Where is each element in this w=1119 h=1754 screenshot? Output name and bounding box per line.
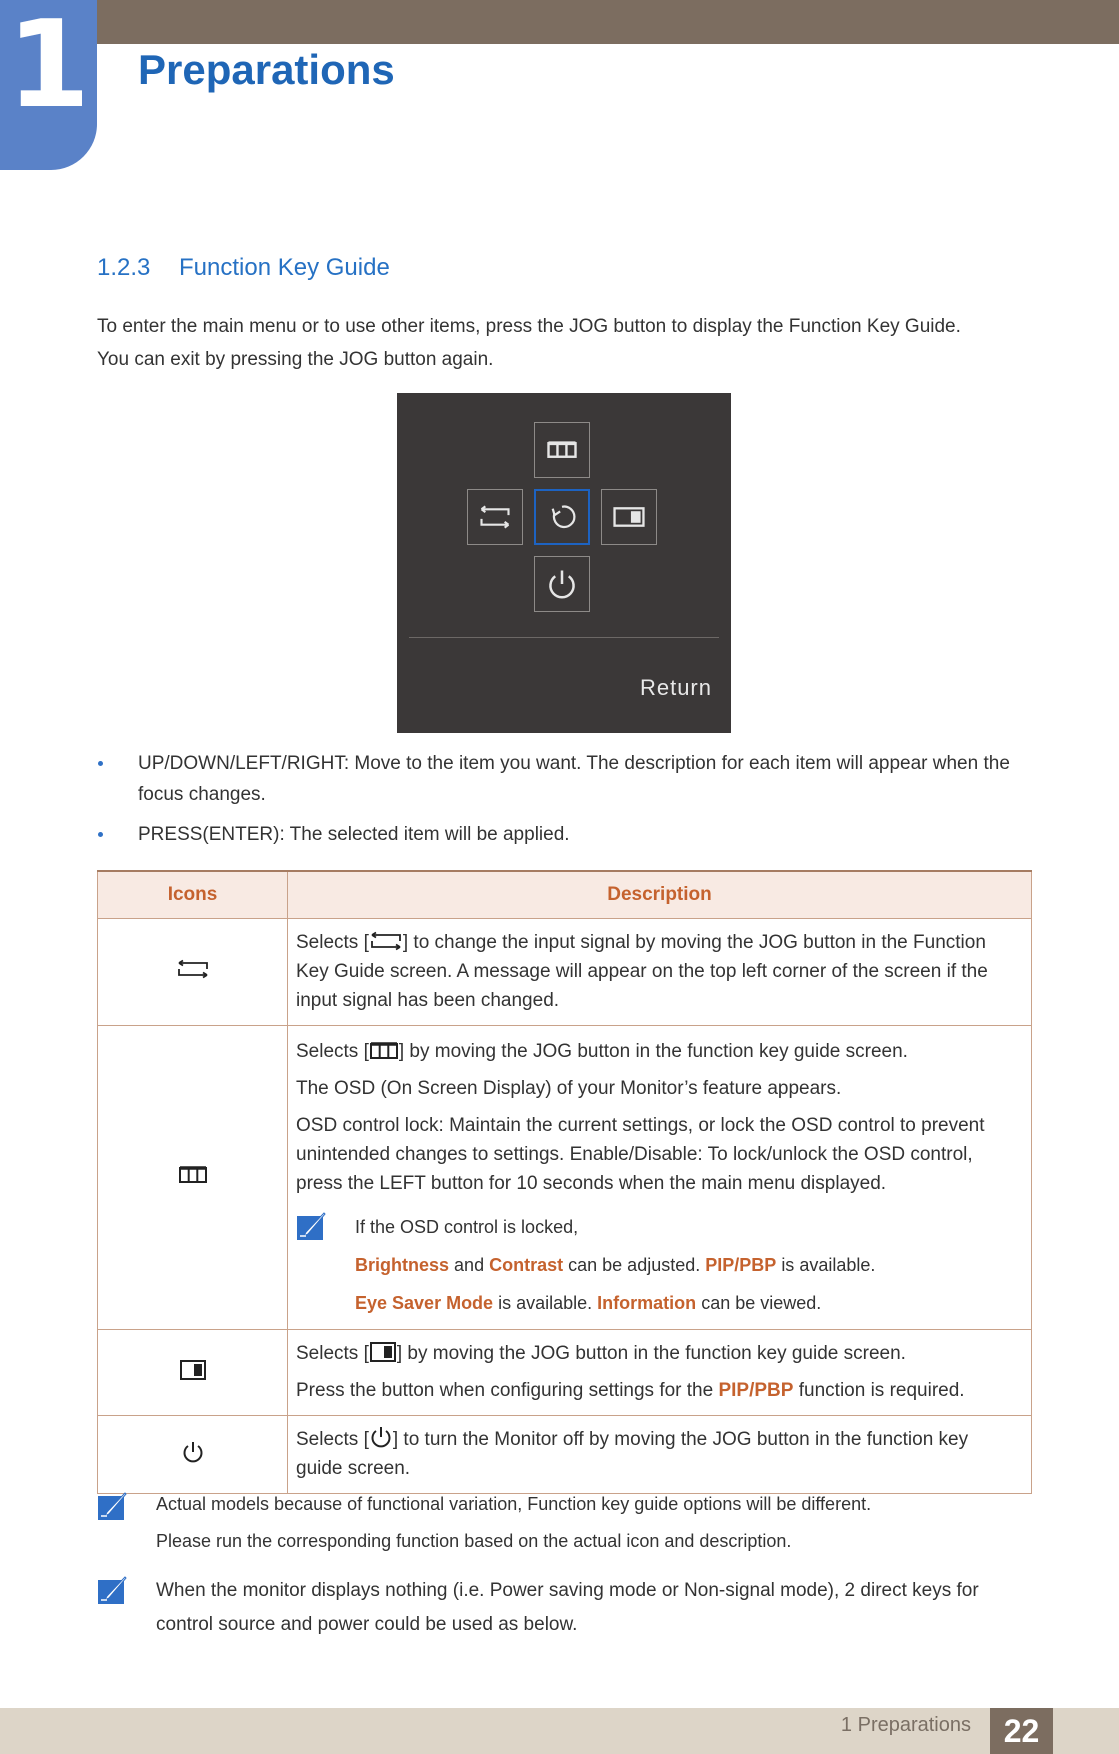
source-icon bbox=[369, 930, 403, 952]
function-key-guide-screen bbox=[397, 393, 731, 733]
pip-line2-post: function is required. bbox=[798, 1380, 965, 1401]
description-cell bbox=[288, 1330, 1032, 1416]
note-direct-keys bbox=[97, 1574, 1037, 1642]
description-cell bbox=[288, 1026, 1032, 1330]
is-available-text-2: is available. bbox=[498, 1292, 593, 1313]
bullet-text-2: PRESS(ENTER): The selected item will be applied. bbox=[138, 824, 570, 845]
description-header: Description bbox=[288, 871, 1032, 919]
section-title-text: Function Key Guide bbox=[179, 254, 390, 281]
can-adjust-text: can be adjusted. bbox=[568, 1254, 701, 1275]
power-icon bbox=[369, 1425, 393, 1449]
menu-desc-pre: Selects [ bbox=[296, 1040, 369, 1062]
return-icon[interactable] bbox=[534, 489, 590, 545]
note-line-1: If the OSD control is locked, bbox=[355, 1216, 579, 1237]
icons-header: Icons bbox=[98, 871, 288, 919]
osd-lock-note bbox=[296, 1212, 1019, 1318]
menu-desc-post: ] by moving the JOG button in the function key guide screen. bbox=[398, 1040, 908, 1062]
pip-pbp-term: PIP/PBP bbox=[705, 1254, 777, 1275]
table-row bbox=[98, 1026, 1032, 1330]
menu-icon bbox=[178, 1165, 208, 1185]
brightness-term: Brightness bbox=[355, 1254, 450, 1275]
description-cell bbox=[288, 1416, 1032, 1494]
power-desc-post: ] to turn the Monitor off by moving the JOG button in the function key guide screen. bbox=[296, 1429, 969, 1479]
power-desc-pre: Selects [ bbox=[296, 1429, 369, 1450]
page-number: 22 bbox=[990, 1708, 1053, 1754]
bullet-list bbox=[97, 748, 1037, 859]
note2-text: When the monitor displays nothing (i.e. Power saving mode or Non-signal mode), 2 direct keys for control source and power could be used as below. bbox=[156, 1580, 979, 1635]
source-desc-pre: Selects [ bbox=[296, 932, 369, 953]
chapter-number: 1 bbox=[6, 0, 91, 135]
section-title bbox=[97, 254, 390, 282]
and-text: and bbox=[454, 1254, 485, 1275]
chapter-title: Preparations bbox=[138, 46, 395, 93]
menu-desc-line-2: The OSD (On Screen Display) of your Monitor’s feature appears. bbox=[296, 1077, 842, 1099]
menu-icon[interactable] bbox=[534, 422, 590, 478]
is-available-text: is available. bbox=[781, 1254, 876, 1275]
pip-desc-line-2 bbox=[296, 1376, 1019, 1405]
note-line-2 bbox=[355, 1250, 1019, 1280]
note-models bbox=[97, 1490, 1037, 1556]
pip-icon bbox=[369, 1341, 397, 1363]
menu-icon bbox=[369, 1041, 399, 1061]
osd-divider bbox=[409, 637, 719, 638]
intro-text bbox=[97, 310, 1037, 376]
icon-cell bbox=[98, 1330, 288, 1416]
note-icon bbox=[97, 1492, 127, 1522]
pip-icon bbox=[179, 1359, 207, 1381]
menu-desc-line-3: OSD control lock: Maintain the current settings, or lock the OSD control to prevent unintended changes to settings. Enable/Disable: To lock/unlock the OSD control, press the LEFT button for 10 seconds when the main menu displayed. bbox=[296, 1114, 985, 1194]
pip-desc-line-1 bbox=[296, 1339, 1019, 1368]
pip-icon[interactable] bbox=[601, 489, 657, 545]
eye-saver-term: Eye Saver Mode bbox=[355, 1292, 494, 1313]
power-icon[interactable] bbox=[534, 556, 590, 612]
note1-line-1: Actual models because of functional variation, Function key guide options will be different. bbox=[156, 1494, 872, 1514]
pip-pbp-term: PIP/PBP bbox=[718, 1380, 794, 1401]
table-header-row bbox=[98, 871, 1032, 919]
note1-line-2: Please run the corresponding function based on the actual icon and description. bbox=[156, 1531, 792, 1551]
description-cell bbox=[288, 919, 1032, 1026]
intro-line-1: To enter the main menu or to use other items, press the JOG button to display the Function Key Guide. bbox=[97, 316, 961, 337]
icon-cell bbox=[98, 919, 288, 1026]
footer-label: 1 Preparations bbox=[840, 1714, 971, 1736]
note-icon bbox=[296, 1212, 326, 1242]
intro-line-2: You can exit by pressing the JOG button again. bbox=[97, 349, 494, 370]
power-icon bbox=[181, 1440, 205, 1464]
bullet-dot bbox=[98, 761, 103, 766]
can-view-text: can be viewed. bbox=[701, 1292, 822, 1313]
list-item bbox=[97, 748, 1037, 810]
pip-desc-post: ] by moving the JOG button in the function key guide screen. bbox=[396, 1343, 906, 1364]
source-icon bbox=[176, 958, 210, 980]
pip-line2-pre: Press the button when configuring settings for the bbox=[296, 1380, 714, 1401]
section-number: 1.2.3 bbox=[97, 254, 151, 281]
return-label[interactable]: Return bbox=[639, 675, 712, 700]
table-row bbox=[98, 1330, 1032, 1416]
table-row bbox=[98, 919, 1032, 1026]
source-desc-post: ] to change the input signal by moving the JOG button in the Function Key Guide screen. A message will appear on the top left corner of the screen if the input signal has been changed. bbox=[296, 932, 988, 1011]
table-row bbox=[98, 1416, 1032, 1494]
note-line-3 bbox=[355, 1288, 1019, 1318]
pip-desc-pre: Selects [ bbox=[296, 1343, 369, 1364]
function-key-table bbox=[97, 870, 1032, 1494]
contrast-term: Contrast bbox=[489, 1254, 564, 1275]
note-icon bbox=[97, 1576, 127, 1606]
bullet-text-1: UP/DOWN/LEFT/RIGHT: Move to the item you want. The description for each item will appear when the focus changes. bbox=[138, 753, 1010, 805]
bullet-dot bbox=[98, 832, 103, 837]
information-term: Information bbox=[597, 1292, 697, 1313]
source-icon[interactable] bbox=[467, 489, 523, 545]
icon-cell bbox=[98, 1416, 288, 1494]
menu-desc-line-1 bbox=[296, 1037, 1019, 1066]
top-bar bbox=[0, 0, 1119, 44]
list-item bbox=[97, 819, 1037, 850]
notes-section bbox=[97, 1490, 1037, 1660]
icon-cell bbox=[98, 1026, 288, 1330]
chapter-tab bbox=[0, 0, 97, 170]
